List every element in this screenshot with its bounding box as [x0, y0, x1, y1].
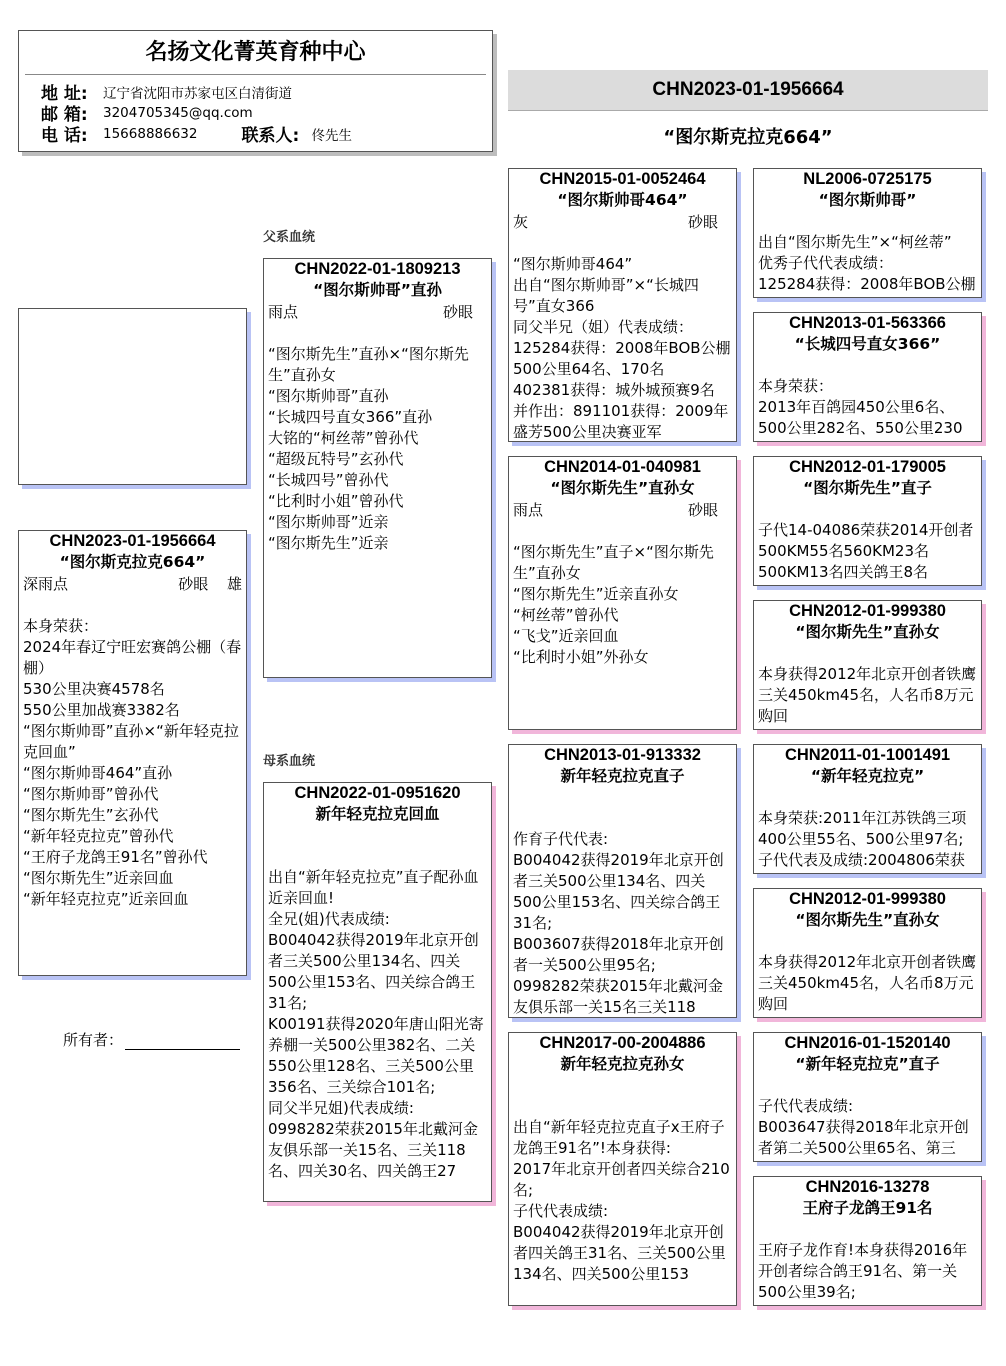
note-line: “图尔斯先生”近亲 [268, 534, 389, 552]
note-line: K00191获得2020年唐山阳光寄养棚一关500公里382名、二关550公里128名、三关500公里356名、三关综合101名; [268, 1015, 484, 1096]
phone-row [19, 123, 492, 144]
note-line: “图尔斯先生”直孙×“图尔斯先生”直孙女 [268, 345, 469, 384]
bird-attributes [509, 499, 736, 521]
bird-notes [754, 232, 981, 295]
note-line: “王府子龙鸽王91名”曾孙代 [23, 848, 208, 866]
note-line: “图尔斯帅哥464”直孙 [23, 764, 173, 782]
note-line: “新年轻克拉克”曾孙代 [23, 827, 174, 845]
note-line: 2017年北京开创者四关综合210名; [513, 1160, 730, 1199]
note-line: 530公里决赛4578名 [23, 680, 165, 698]
note-line: B003607获得2018年北京开创者一关500公里95名; [513, 935, 724, 974]
note-line: 550公里加战赛3382名 [23, 701, 180, 719]
bird-color: 雨点 [513, 501, 544, 519]
ring-number: CHN2014-01-040981 [544, 458, 701, 476]
bird-name: 新年轻克拉克孙女 [560, 1055, 685, 1073]
ring-number: CHN2012-01-999380 [789, 890, 946, 908]
bird-color: 灰 [513, 213, 529, 231]
ring-number: CHN2011-01-1001491 [784, 746, 951, 764]
note-line: 402381获得：城外城预赛9名 [513, 381, 715, 399]
note-line: 本身获得2012年北京开创者铁鹰三关450km45名，人名币8万元购回 [758, 953, 977, 1013]
note-line: 作育子代代表: [513, 830, 609, 848]
header-divider [25, 74, 486, 75]
bird-attributes [509, 211, 736, 233]
phone-label: 电 话: [41, 126, 88, 146]
photo-placeholder [18, 308, 247, 485]
note-line: “图尔斯先生”近亲回血 [23, 869, 174, 887]
sss-card [753, 168, 982, 298]
note-line: “图尔斯先生”近亲直孙女 [513, 585, 679, 603]
note-line: “飞戈”近亲回血 [513, 627, 619, 645]
bird-notes [509, 542, 736, 668]
ddd-card [753, 1176, 982, 1306]
sire-card [263, 258, 492, 678]
note-line: 出自“新年轻克拉克”直子配孙血近亲回血! [268, 868, 479, 907]
note-line: “图尔斯帅哥”近亲 [268, 513, 389, 531]
bird-name: “图尔斯先生”直孙女 [550, 479, 695, 497]
note-line: 同父半兄（姐）代表成绩： [513, 318, 694, 336]
note-line: 2024年春辽宁旺宏赛鸽公棚（春棚） [23, 638, 242, 677]
note-line: 王府子龙作育!本身获得2016年开创者综合鸽王91名、第一关500公里39名; [758, 1241, 968, 1301]
contact-label: 联系人: [241, 126, 300, 146]
bird-notes [754, 808, 981, 871]
sds-card [753, 456, 982, 586]
ring-number: CHN2012-01-999380 [789, 602, 946, 620]
note-line: “超级瓦特号”玄孙代 [268, 450, 404, 468]
dam-card [263, 782, 492, 1202]
bird-name: “新年轻克拉克” [810, 767, 925, 785]
address-row [19, 81, 492, 102]
note-line: 出自“图尔斯先生”×“柯丝蒂” [758, 233, 952, 251]
note-line: “图尔斯帅哥464” [513, 255, 633, 273]
owner-field [63, 1029, 240, 1050]
bird-name: “长城四号直女366” [794, 335, 941, 353]
bird-notes [754, 376, 981, 439]
note-line: 125284获得：2008年BOB公棚500公里64名、170名 [513, 339, 731, 378]
note-line: 同父半兄姐)代表成绩: [268, 1099, 414, 1117]
note-line: 出自“图尔斯帅哥”×“长城四号”直女366 [513, 276, 699, 315]
dss-card [753, 744, 982, 874]
bird-notes [754, 664, 981, 727]
bird-name: “图尔斯克拉克664” [59, 553, 206, 571]
bird-sex: 雄 [226, 575, 242, 593]
sire-sire-card [508, 168, 737, 442]
ring-number: CHN2012-01-179005 [789, 458, 946, 476]
owner-label: 所有者： [63, 1031, 124, 1049]
bird-name: 新年轻克拉克直子 [560, 767, 685, 785]
bird-name: 王府子龙鸽王91名 [802, 1199, 933, 1217]
phone-value[interactable]: 15668886632 [103, 125, 198, 142]
dam-dam-card [508, 1032, 737, 1306]
note-line: 本身获得2012年北京开创者铁鹰三关450km45名，人名币8万元购回 [758, 665, 977, 725]
note-line: 子代代表成绩: [758, 1097, 854, 1115]
breeder-title: 名扬文化菁英育种中心 [145, 40, 366, 65]
note-line: “图尔斯先生”直子×“图尔斯先生”直孙女 [513, 543, 714, 582]
bird-eye: 砂眼 [442, 303, 473, 321]
bird-notes [509, 1117, 736, 1285]
note-line: 子代代表成绩: [513, 1202, 609, 1220]
bird-name: “图尔斯帅哥” [818, 191, 917, 209]
ring-number: CHN2017-00-2004886 [539, 1034, 706, 1052]
note-line: 出自“新年轻克拉克直子x王府子龙鸽王91名”!本身获得: [513, 1118, 725, 1157]
email-label: 邮 箱: [41, 105, 88, 125]
bird-notes [264, 867, 491, 1182]
bird-attributes [19, 573, 246, 595]
note-line: B003647获得2018年北京开创者第二关500公里65名、第三 [758, 1118, 969, 1157]
note-line: “图尔斯先生”玄孙代 [23, 806, 159, 824]
note-line: “图尔斯帅哥”直孙 [268, 387, 389, 405]
note-line: “新年轻克拉克”近亲回血 [23, 890, 189, 908]
note-line: 优秀子代代表成绩： [758, 254, 894, 272]
note-line: 大铭的“柯丝蒂”曾孙代 [268, 429, 419, 447]
bird-attributes [264, 301, 491, 323]
top-bird-name: “图尔斯克拉克664” [663, 127, 833, 148]
subject-card [18, 530, 247, 976]
ring-number: CHN2022-01-0951620 [294, 784, 461, 802]
note-line: 子代14-04086荣获2014开创者500KM55名560KM23名 [758, 521, 974, 560]
dds-card [753, 1032, 982, 1162]
ssd-card [753, 312, 982, 442]
bird-name: “图尔斯先生”直孙女 [795, 623, 940, 641]
note-line: “柯丝蒂”曾孙代 [513, 606, 619, 624]
bird-name: “图尔斯帅哥464” [557, 191, 688, 209]
sire-dam-card [508, 456, 737, 730]
note-line: B004042获得2019年北京开创者三关500公里134名、四关500公里153名、四关综合鸽王31名; [268, 931, 479, 1012]
dam-line-label: 母系血统 [263, 754, 316, 769]
address-label: 地 址: [41, 84, 88, 104]
note-line: “长城四号直女366”直孙 [268, 408, 433, 426]
note-line: 2013年百鸽园450公里6名、500公里282名、550公里230 [758, 398, 963, 437]
bird-color: 雨点 [268, 303, 299, 321]
bird-notes [509, 829, 736, 1018]
bird-notes [754, 520, 981, 583]
ring-number: CHN2016-01-1520140 [784, 1034, 951, 1052]
bird-name: “图尔斯帅哥”直孙 [313, 281, 442, 299]
contact-value: 佟先生 [311, 127, 352, 144]
bird-color: 深雨点 [23, 575, 69, 593]
note-line: “图尔斯帅哥”直孙×“新年轻克拉克回血” [23, 722, 239, 761]
note-line: 本身荣获： [758, 377, 834, 395]
bird-name: “图尔斯先生”直孙女 [795, 911, 940, 929]
bird-notes [754, 1096, 981, 1159]
email-value[interactable]: 3204705345@qq.com [103, 104, 253, 121]
bird-notes [754, 952, 981, 1015]
owner-signature-line[interactable] [125, 1033, 240, 1050]
note-line: 125284获得：2008年BOB公棚 [758, 275, 976, 293]
ring-number: CHN2013-01-563366 [789, 314, 946, 332]
ring-number: CHN2022-01-1809213 [294, 260, 461, 278]
ring-number: CHN2015-01-0052464 [539, 170, 706, 188]
note-line: “长城四号”曾孙代 [268, 471, 389, 489]
note-line: 0998282荣获2015年北戴河金友俱乐部一关15名、三关118名、四关30名、四关鸽王27 [268, 1120, 478, 1180]
note-line: “图尔斯帅哥”曾孙代 [23, 785, 159, 803]
dam-sire-card [508, 744, 737, 1018]
top-ring-number: CHN2023-01-1956664 [652, 79, 844, 100]
bird-notes [509, 254, 736, 442]
dsd-card [753, 888, 982, 1018]
note-line: 子代代表及成绩:2004806荣获 [758, 851, 965, 869]
ring-number: CHN2013-01-913332 [544, 746, 701, 764]
sdd-card [753, 600, 982, 730]
bird-name: 新年轻克拉克回血 [315, 805, 440, 823]
bird-eye: 砂眼 [687, 213, 718, 231]
ring-number: CHN2016-13278 [805, 1178, 930, 1196]
note-line: 本身荣获： [23, 617, 99, 635]
note-line: 全兄(姐)代表成绩: [268, 910, 390, 928]
email-row [19, 102, 492, 123]
bird-notes [754, 1240, 981, 1303]
bird-name: “图尔斯先生”直子 [803, 479, 932, 497]
note-line: 并作出：891101获得：2009年盛芳500公里决赛亚军 [513, 402, 729, 441]
address-value: 辽宁省沈阳市苏家屯区白清街道 [103, 85, 292, 102]
note-line: “比利时小姐”曾孙代 [268, 492, 404, 510]
note-line: B004042获得2019年北京开创者三关500公里134名、四关500公里153名、四关综合鸽王31名; [513, 851, 724, 932]
bird-notes [264, 344, 491, 554]
ring-number: NL2006-0725175 [803, 170, 932, 188]
note-line: 0998282荣获2015年北戴河金友俱乐部一关15名三关118 [513, 977, 723, 1016]
breeder-header-card [18, 30, 493, 152]
note-line: 500KM13名四关鸽王8名 [758, 563, 929, 581]
bird-eye: 砂眼 [687, 501, 718, 519]
note-line: B004042获得2019年北京开创者四关鸽王31名、三关500公里134名、四关500公里153 [513, 1223, 726, 1283]
ring-number: CHN2023-01-1956664 [49, 532, 216, 550]
bird-name: “新年轻克拉克”直子 [795, 1055, 940, 1073]
sire-line-label: 父系血统 [263, 230, 316, 245]
note-line: 本身荣获:2011年江苏铁鸽三项400公里55名、500公里97名; [758, 809, 967, 848]
bird-notes [19, 616, 246, 910]
bird-eye: 砂眼 [178, 575, 209, 593]
note-line: “比利时小姐”外孙女 [513, 648, 649, 666]
